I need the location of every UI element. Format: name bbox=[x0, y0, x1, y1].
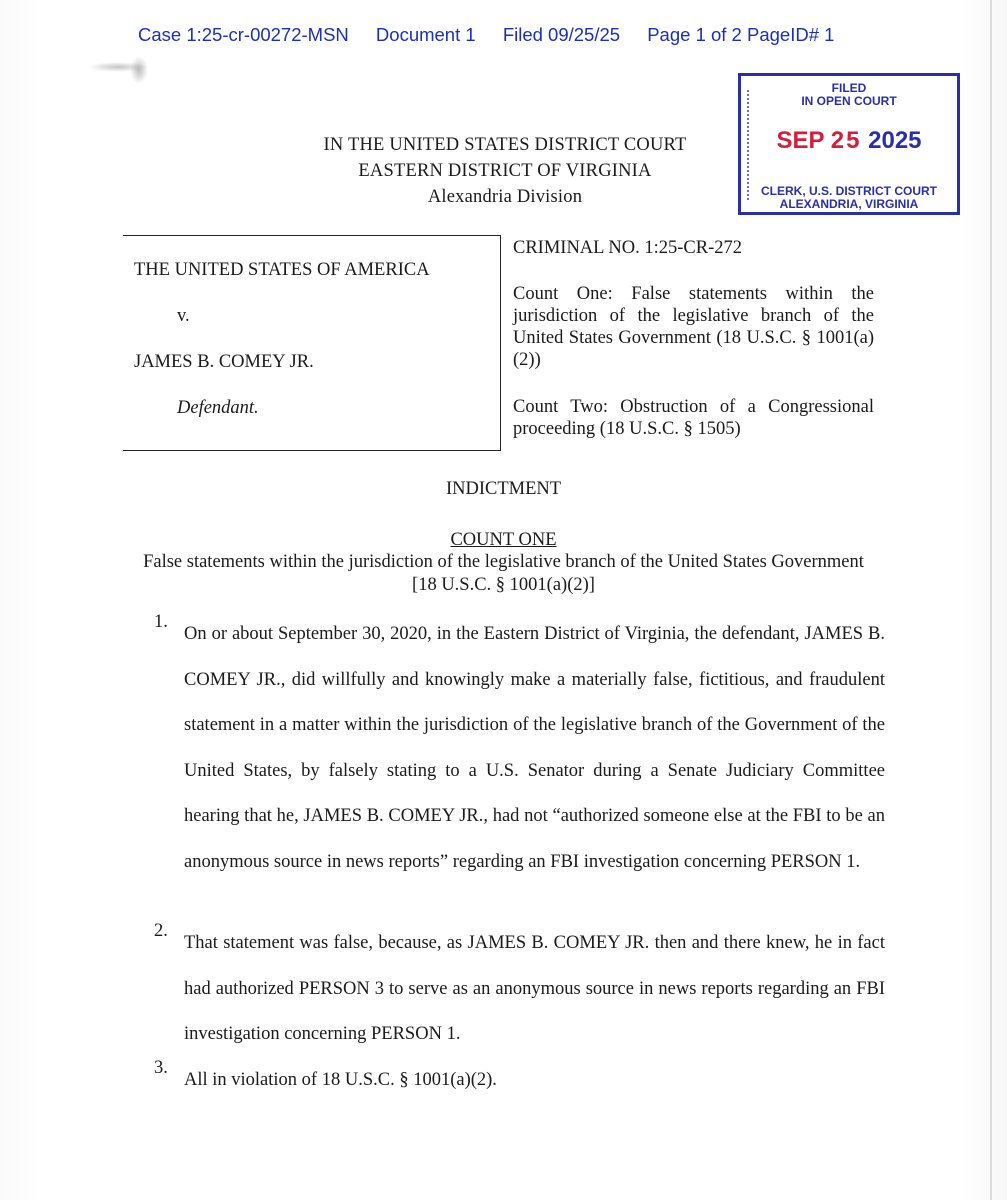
filed-stamp bbox=[738, 73, 960, 215]
caption-rule-top bbox=[123, 235, 501, 236]
caption-rule-bottom bbox=[123, 450, 501, 451]
count-one-heading: COUNT ONE bbox=[450, 530, 557, 550]
scan-smudge bbox=[130, 56, 148, 84]
stamp-clerk: CLERK, U.S. DISTRICT COURT bbox=[761, 184, 937, 198]
paragraph-number: 2. bbox=[154, 921, 168, 941]
ecf-case-number: Case 1:25-cr-00272-MSN bbox=[138, 24, 349, 45]
criminal-number: CRIMINAL NO. 1:25-CR-272 bbox=[513, 238, 743, 258]
page-edge-shadow bbox=[990, 0, 992, 1200]
ecf-page-info: Page 1 of 2 PageID# 1 bbox=[647, 24, 835, 45]
charge-count-one: Count One: False statements within the jurisdiction of the legislative branch of the United States Government (18 U.S.C. § 1001(a)(2)) bbox=[513, 284, 874, 370]
caption-rule-vertical bbox=[500, 235, 501, 450]
paragraph-text: On or about September 30, 2020, in the Eastern District of Virginia, the defendant, JAMES B. COMEY JR., did willfully and knowingly make a materially false, fictitious, and fraudulent statement in a matter within the jurisdiction of the legislative branch of the Government of the United States, by falsely stating to a U.S. Senator during a Senate Judiciary Committee hearing that he, JAMES B. COMEY JR., had not “authorized someone else at the FBI to be an anonymous source in news reports” regarding an FBI investigation concerning PERSON 1. bbox=[184, 624, 885, 872]
stamp-date bbox=[741, 126, 957, 156]
caption-versus: v. bbox=[177, 306, 190, 326]
court-title bbox=[255, 132, 755, 210]
charge-count-two: Count Two: Obstruction of a Congressional proceeding (18 U.S.C. § 1505) bbox=[513, 397, 874, 439]
count-one-description: False statements within the jurisdiction of the legislative branch of the United States Government bbox=[143, 552, 864, 572]
court-name: IN THE UNITED STATES DISTRICT COURT bbox=[323, 135, 687, 155]
court-division: Alexandria Division bbox=[427, 187, 583, 207]
stamp-day: 25 bbox=[830, 127, 862, 154]
paragraph-number: 1. bbox=[154, 612, 168, 632]
stamp-location: ALEXANDRIA, VIRGINIA bbox=[779, 197, 919, 211]
ecf-document-number: Document 1 bbox=[375, 24, 476, 45]
stamp-open-court: IN OPEN COURT bbox=[801, 94, 897, 108]
indictment-heading: INDICTMENT bbox=[445, 479, 562, 499]
stamp-year: 2025 bbox=[868, 127, 922, 154]
caption-defendant-role: Defendant. bbox=[177, 398, 259, 418]
paragraph-text: All in violation of 18 U.S.C. § 1001(a)(2). bbox=[184, 1070, 497, 1090]
count-one-statute: [18 U.S.C. § 1001(a)(2)] bbox=[412, 575, 595, 595]
court-district: EASTERN DISTRICT OF VIRGINIA bbox=[358, 161, 652, 181]
stamp-filed: FILED bbox=[831, 81, 867, 95]
paragraph-text: That statement was false, because, as JAMES B. COMEY JR. then and there knew, he in fact had authorized PERSON 3 to serve as an anonymous source in news reports regarding an FBI investigation concerning PERSON 1. bbox=[184, 933, 885, 1044]
ecf-filing-header bbox=[138, 24, 834, 46]
caption-defendant: JAMES B. COMEY JR. bbox=[134, 352, 314, 372]
ecf-filed-date: Filed 09/25/25 bbox=[502, 24, 621, 45]
paragraph-number: 3. bbox=[154, 1058, 168, 1078]
caption-plaintiff: THE UNITED STATES OF AMERICA bbox=[134, 260, 430, 280]
stamp-month: SEP bbox=[776, 127, 825, 154]
